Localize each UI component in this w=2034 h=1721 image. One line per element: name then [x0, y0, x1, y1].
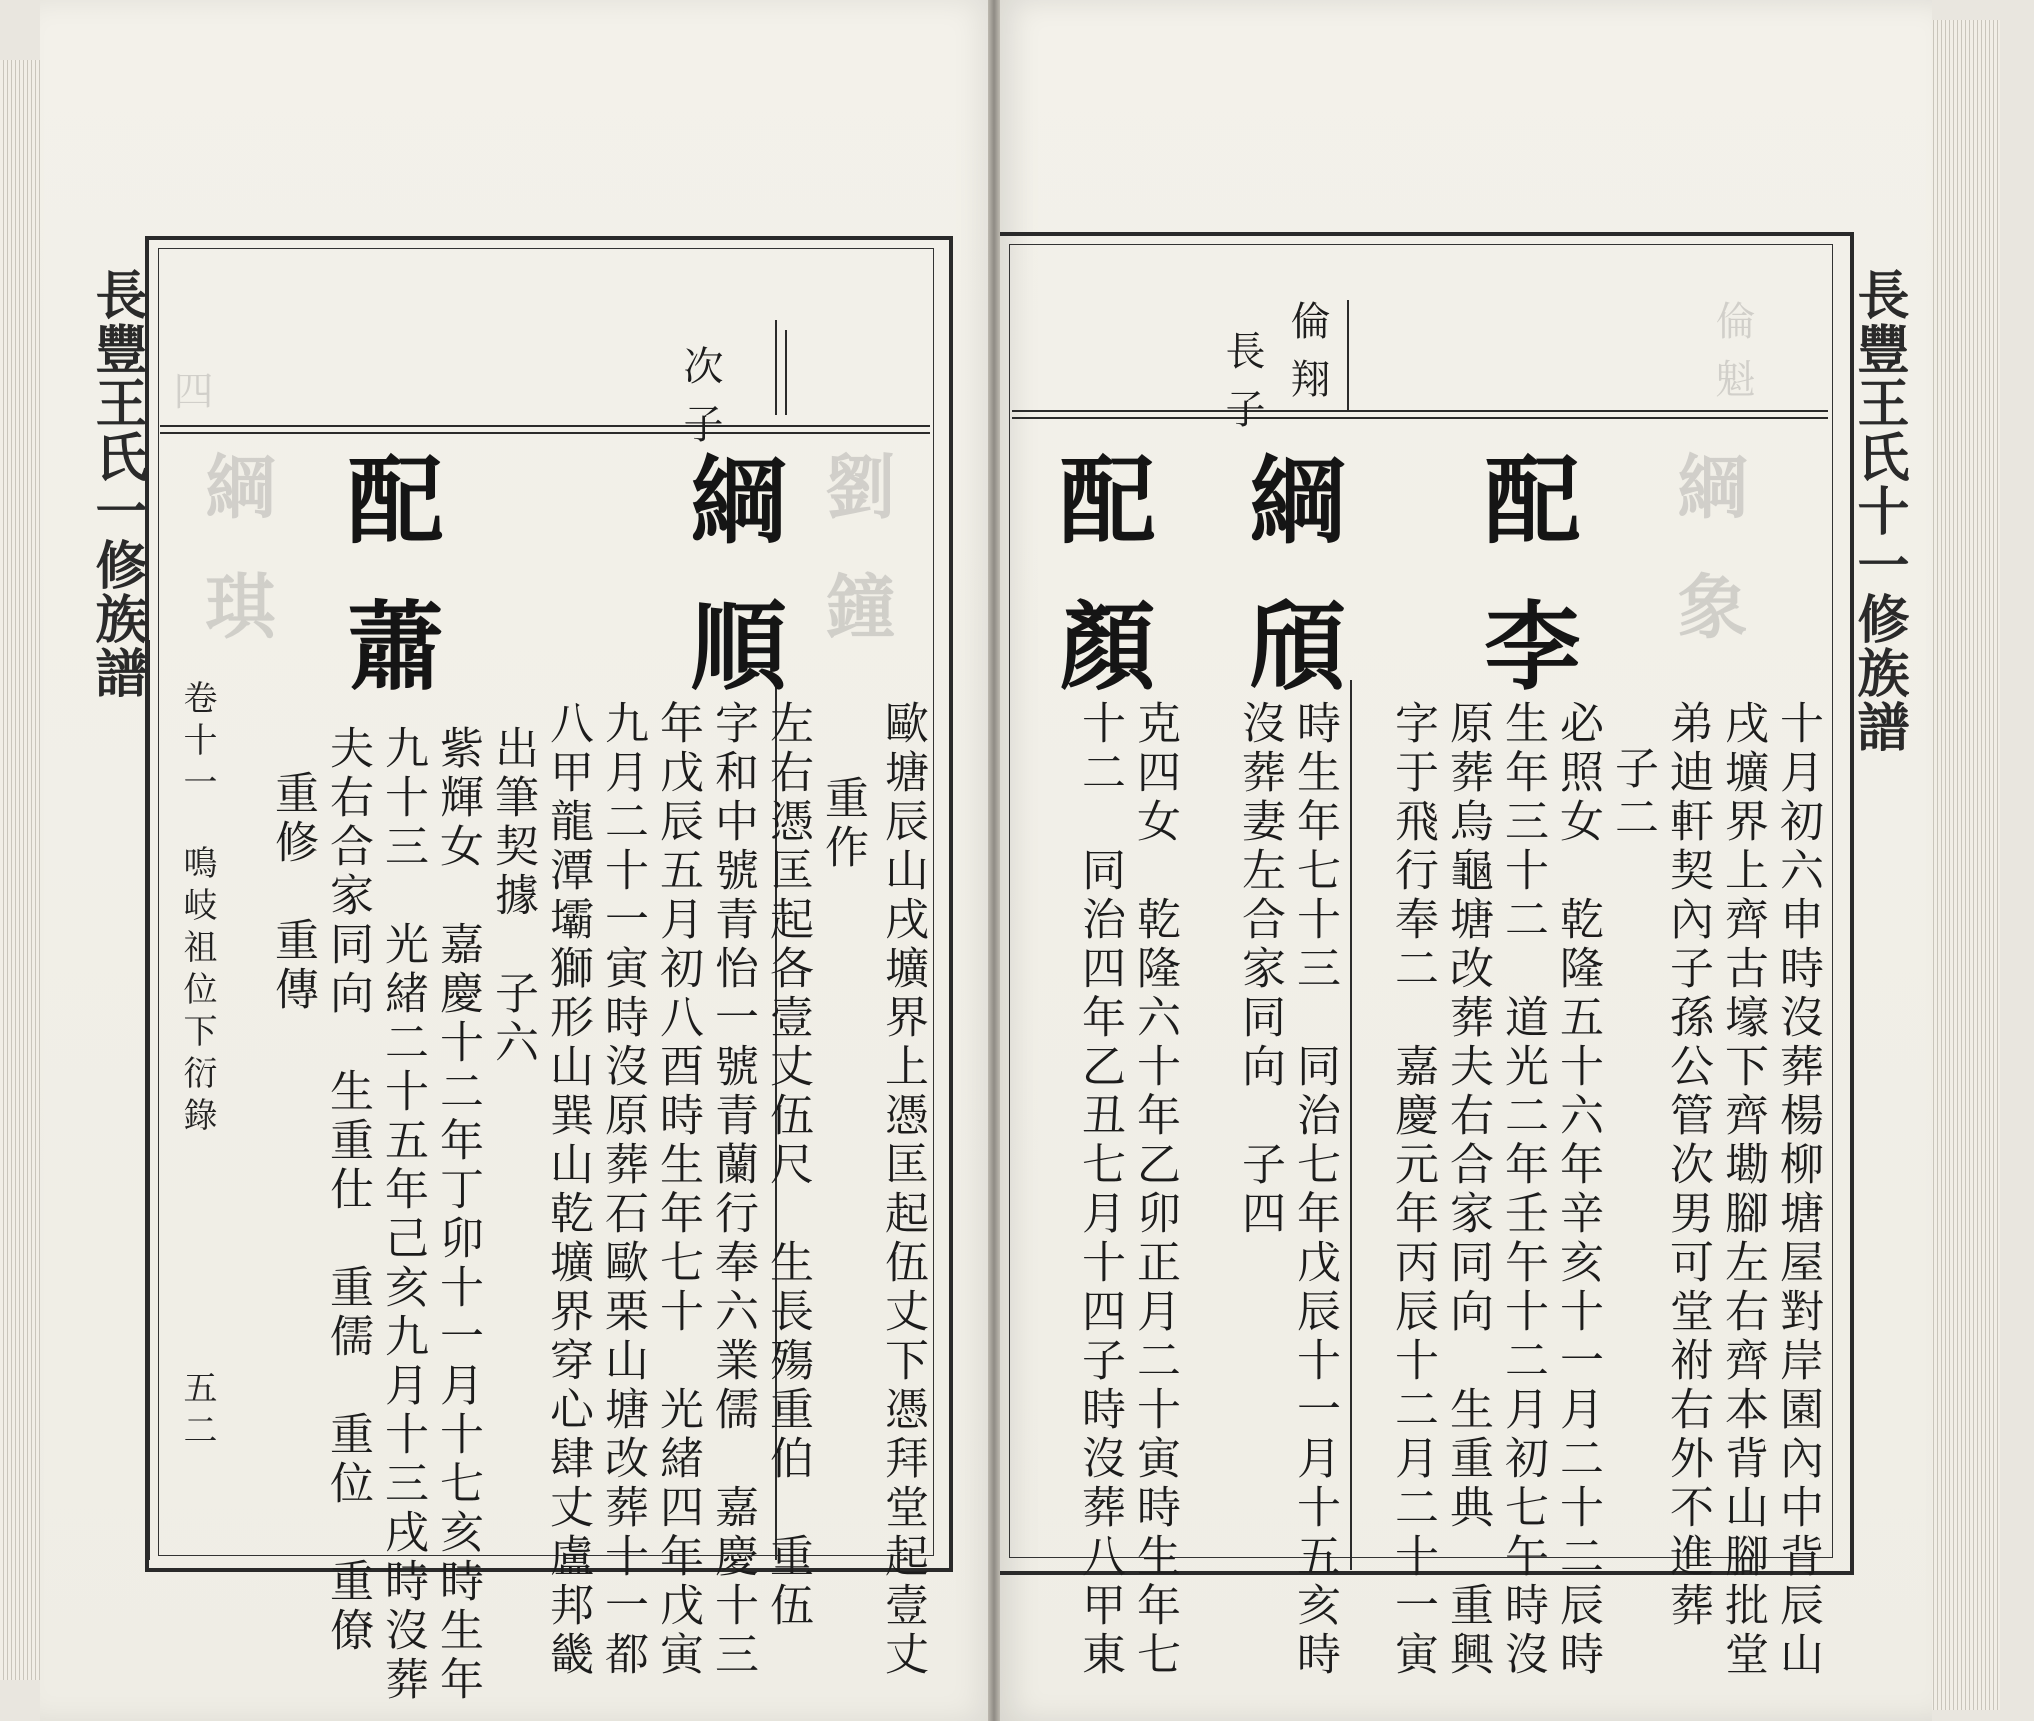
right-spine-title: 長豐王氏十一修族譜: [1848, 268, 1909, 754]
left-column-2: 歐塘辰山戌壙界上憑匡起伍丈下憑拜堂起壹丈: [877, 700, 928, 1680]
left-column-1: 重作: [817, 775, 868, 873]
left-big-spouse: 配蕭: [332, 450, 445, 742]
left-column-12: 重修 重傳: [267, 770, 318, 1015]
left-column-9: 紫輝女 嘉慶十二年丁卯十一月十七亥時生年: [432, 725, 483, 1705]
right-column-4: 子二: [1607, 745, 1658, 843]
left-page-edge: [0, 60, 44, 1680]
left-footer-volume: 卷十一: [177, 680, 217, 806]
left-header-rule-2: [160, 432, 930, 434]
right-column-5: 必照女 乾隆五十六年辛亥十一月二十二辰時: [1552, 700, 1603, 1680]
right-big-spouse-2: 配顏: [1044, 450, 1157, 742]
right-column-3: 弟迪軒契內子孫公管次男可堂祔右外不進葬: [1662, 700, 1713, 1631]
left-spine-divider: [148, 640, 150, 1560]
right-column-10: 沒葬妻左合家同向 子四: [1234, 700, 1285, 1239]
right-column-6: 生年三十二 道光二年壬午十二月初七午時沒: [1497, 700, 1548, 1680]
right-header-label: 倫翔: [1284, 300, 1330, 416]
left-spine-title: 長豐王氏一修族譜: [86, 268, 147, 700]
right-column-9: 時生年七十三 同治七年戊辰十一月十五亥時: [1289, 700, 1340, 1680]
left-column-8: 八甲龍潭壩獅形山巽山乾壙界穿心肆丈盧邦畿: [542, 700, 593, 1680]
right-big-spouse-1: 配李: [1469, 450, 1582, 742]
right-big-name: 綱頎: [1234, 450, 1347, 742]
left-header-divider-2: [785, 330, 787, 415]
left-page: [40, 0, 1000, 1721]
left-header-rule-1: [160, 425, 930, 427]
left-column-3b: 左右憑匡起各壹丈伍尺 生長殤重伯 重伍: [762, 700, 813, 1631]
right-column-8: 字于飛行奉二 嘉慶元年丙辰十二月二十一寅: [1387, 700, 1438, 1680]
left-bleed-through-1: 劉鐘: [814, 450, 897, 690]
right-column-divider: [1350, 680, 1352, 1570]
right-column-12: 十二 同治四年乙丑七月十四子時沒葬八甲東: [1074, 700, 1125, 1680]
left-column-4: 字和中號青怡一號青蘭行奉六業儒 嘉慶十三: [707, 700, 758, 1680]
right-column-11: 克四女 乾隆六十年乙卯正月二十寅時生年七: [1129, 700, 1180, 1680]
book-gutter: [988, 0, 1000, 1721]
left-big-name: 綱順: [675, 450, 788, 742]
left-header-divider: [775, 320, 777, 415]
right-column-7: 原葬烏龜塘改葬夫右合家同向 生重典 重興: [1442, 700, 1493, 1680]
left-column-6: 九月二十一寅時沒原葬石歐栗山塘改葬十一都: [597, 700, 648, 1680]
left-column-7: 出筆契據 子六: [487, 725, 538, 1068]
right-header-rule-2: [1012, 417, 1828, 419]
left-upper-left-label: 四: [167, 370, 213, 428]
left-column-5: 年戊辰五月初八酉時生年七十 光緒四年戊寅: [652, 700, 703, 1680]
left-footer-section: 鳴岐祖位下衍錄: [177, 845, 217, 1139]
left-upper-right-label: 次子: [677, 345, 723, 461]
left-footer-page: 五二: [177, 1370, 217, 1454]
right-page: [992, 0, 1932, 1721]
left-column-10: 九十三 光緒二十五年己亥九月十三戌時沒葬: [377, 725, 428, 1705]
right-column-2: 戌壙界上齊古壕下齊墈腳左右齊本背山腳批堂: [1717, 700, 1768, 1680]
right-ghost-header: 倫魁: [1709, 300, 1755, 416]
right-header-divider: [1347, 300, 1349, 410]
right-page-edge: [1930, 20, 2000, 1710]
right-bleed-through: 綱象: [1666, 450, 1749, 690]
right-header-sublabel: 長子: [1219, 330, 1265, 446]
right-column-1: 十月初六申時沒葬楊柳塘屋對岸園內中背辰山: [1772, 700, 1823, 1680]
right-header-rule-1: [1012, 410, 1828, 412]
left-bleed-through-2: 綱琪: [194, 450, 277, 690]
left-column-11: 夫右合家同向 生重仕 重儒 重位 重僚: [322, 725, 373, 1656]
